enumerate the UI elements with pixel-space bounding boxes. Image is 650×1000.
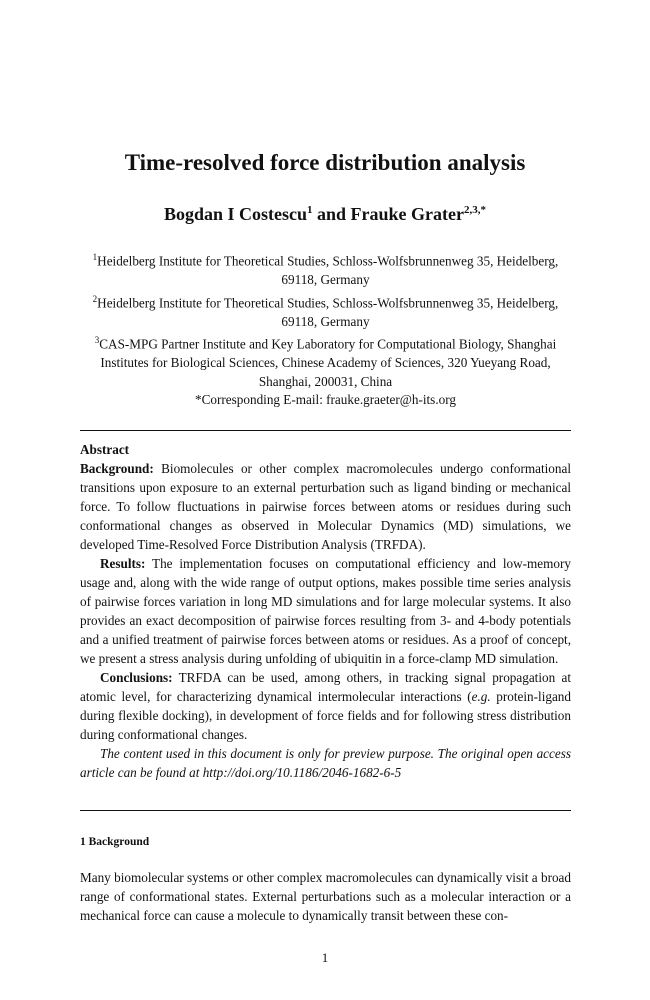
paper-title: Time-resolved force distribution analysis [124, 150, 526, 175]
affiliation-item [80, 290, 571, 332]
conclusions-text: TRFDA can be used, among others, in tracking signal propagation at atomic level, for characterizing dynamical intermolecular interactions ( [80, 670, 571, 704]
author-line [0, 204, 650, 225]
section-heading: 1 Background [80, 836, 150, 848]
abstract-background [80, 459, 571, 554]
affiliation-mark: 3 [94, 335, 100, 346]
affiliation-item [80, 248, 571, 290]
author-name: Bogdan I Costescu [163, 204, 308, 224]
abstract-block [80, 440, 571, 782]
corresponding-email: *Corresponding E-mail: frauke.graeter@h-its.org [195, 392, 456, 408]
results-label: Results: [100, 556, 146, 571]
conclusions-text: protein-ligand during flexible docking), in development of force fields and for following stress distribution during conformational changes. [80, 689, 571, 742]
affiliation-item [80, 331, 571, 391]
author-affiliation-mark: 2,3,* [464, 204, 487, 216]
affiliation-text: Heidelberg Institute for Theoretical Studies, Schloss-Wolfsbrunnenweg 35, Heidelberg, 69118, Germany [97, 294, 559, 329]
results-text: The implementation focuses on computational efficiency and low-memory usage and, along with the wide range of output options, makes possible time series analysis of pairwise forces variation in long MD simulations and for large molecular systems. It also provides an exact decomposition of pairwise forces resulting from 3- and 4-body potentials and a unified treatment of pairwise forces between atoms or residues. As a proof of concept, we present a stress analysis during unfolding of ubiquitin in a force-clamp MD simulation. [80, 556, 571, 666]
abstract-results [80, 554, 571, 668]
abstract-bottom-rule [80, 810, 571, 811]
abstract-top-rule [80, 430, 571, 431]
affiliation-text: Heidelberg Institute for Theoretical Studies, Schloss-Wolfsbrunnenweg 35, Heidelberg, 69118, Germany [97, 253, 559, 287]
page-number: 1 [321, 950, 329, 965]
abstract-conclusions [80, 668, 571, 744]
preview-note: The content used in this document is only for preview purpose. The original open access article can be found at http://doi.org/10.1186/2046-1682-6-5 [80, 746, 571, 780]
conclusions-eg: e.g. [471, 689, 491, 704]
affiliations [80, 248, 571, 410]
background-text: Biomolecules or other complex macromolecules undergo conformational transitions upon exposure to an external perturbation such as ligand binding or mechanical force. To follow fluctuations in pairwise forces between atoms or residues during such conformational changes as observed in Molecular Dynamics (MD) simulations, we developed Time-Resolved Force Distribution Analysis (TRFDA). [80, 461, 571, 552]
author-connector: and [312, 204, 351, 224]
author-affiliation-mark: 1 [307, 204, 313, 216]
affiliation-mark: 1 [92, 252, 98, 262]
affiliation-mark: 2 [92, 293, 98, 304]
section-paragraph: Many biomolecular systems or other complex macromolecules can dynamically visit a broad range of conformational states. External perturbations such as a molecular interaction or a mechanical force can cause a molecule to dynamically transit between these con- [80, 870, 571, 923]
background-label: Background: [80, 461, 154, 476]
section-body [80, 868, 571, 925]
abstract-heading: Abstract [80, 442, 130, 457]
author-name: Frauke Grater [350, 204, 465, 224]
conclusions-label: Conclusions: [100, 670, 173, 685]
affiliation-text: CAS-MPG Partner Institute and Key Laboratory for Computational Biology, Shanghai Institutes for Biological Sciences, Chinese Academy of Sciences, 320 Yueyang Road, Shanghai, 200031, China [99, 336, 557, 389]
